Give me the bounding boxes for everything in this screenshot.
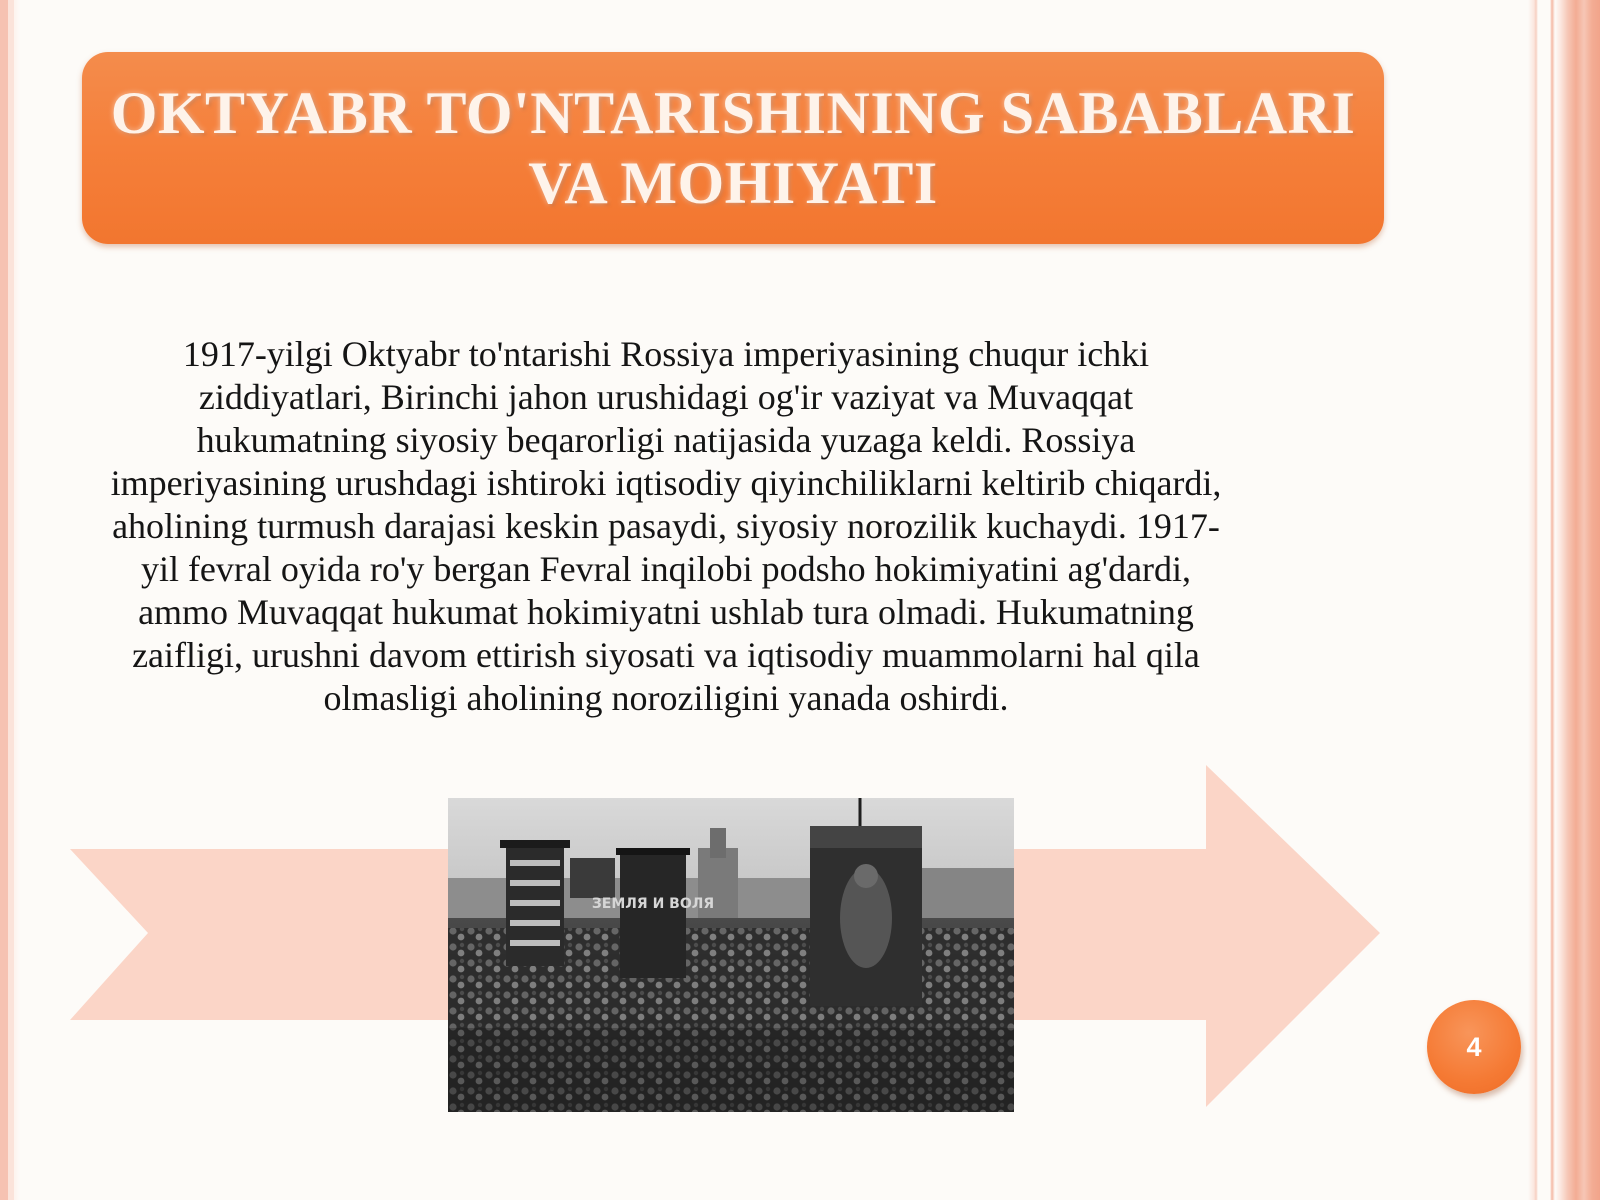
- banner-center: [620, 853, 686, 978]
- banner-center-text: ЗЕМЛЯ И ВОЛЯ: [591, 896, 715, 912]
- body-paragraph: 1917-yilgi Oktyabr to'ntarishi Rossiya imperiyasining chuqur ichki ziddiyatlari, Birinchi jahon urushidagi og'ir vaziyat va Muvaqqat hukumatning siyosiy beqarorligi natijasida yuzaga keldi. Rossiya imperiyasining urushdagi ishtiroki iqtisodiy qiyinchiliklarni keltirib chiqardi, aholining turmush darajasi keskin pasaydi, siyosiy norozilik kuchaydi. 1917-yil fevral oyida ro'y bergan Fevral inqilobi podsho hokimiyatini ag'dardi, ammo Muvaqqat hukumat hokimiyatni ushlab tura olmadi. Hukumatning zaifligi, urushni davom ettirish siyosati va iqtisodiy muammolarni hal qila olmasligi aholining noroziligini yanada oshirdi.: [110, 334, 1222, 718]
- slide-number-badge: 4: [1427, 1000, 1521, 1094]
- left-decorative-border: [0, 0, 20, 1200]
- slide-title: OKTYABR TO'NTARISHINING SABABLARI VA MOHIYATI: [110, 80, 1356, 216]
- right-decorative-border: [1528, 0, 1600, 1200]
- title-banner: [82, 52, 1384, 244]
- historical-photo: [448, 798, 1014, 1112]
